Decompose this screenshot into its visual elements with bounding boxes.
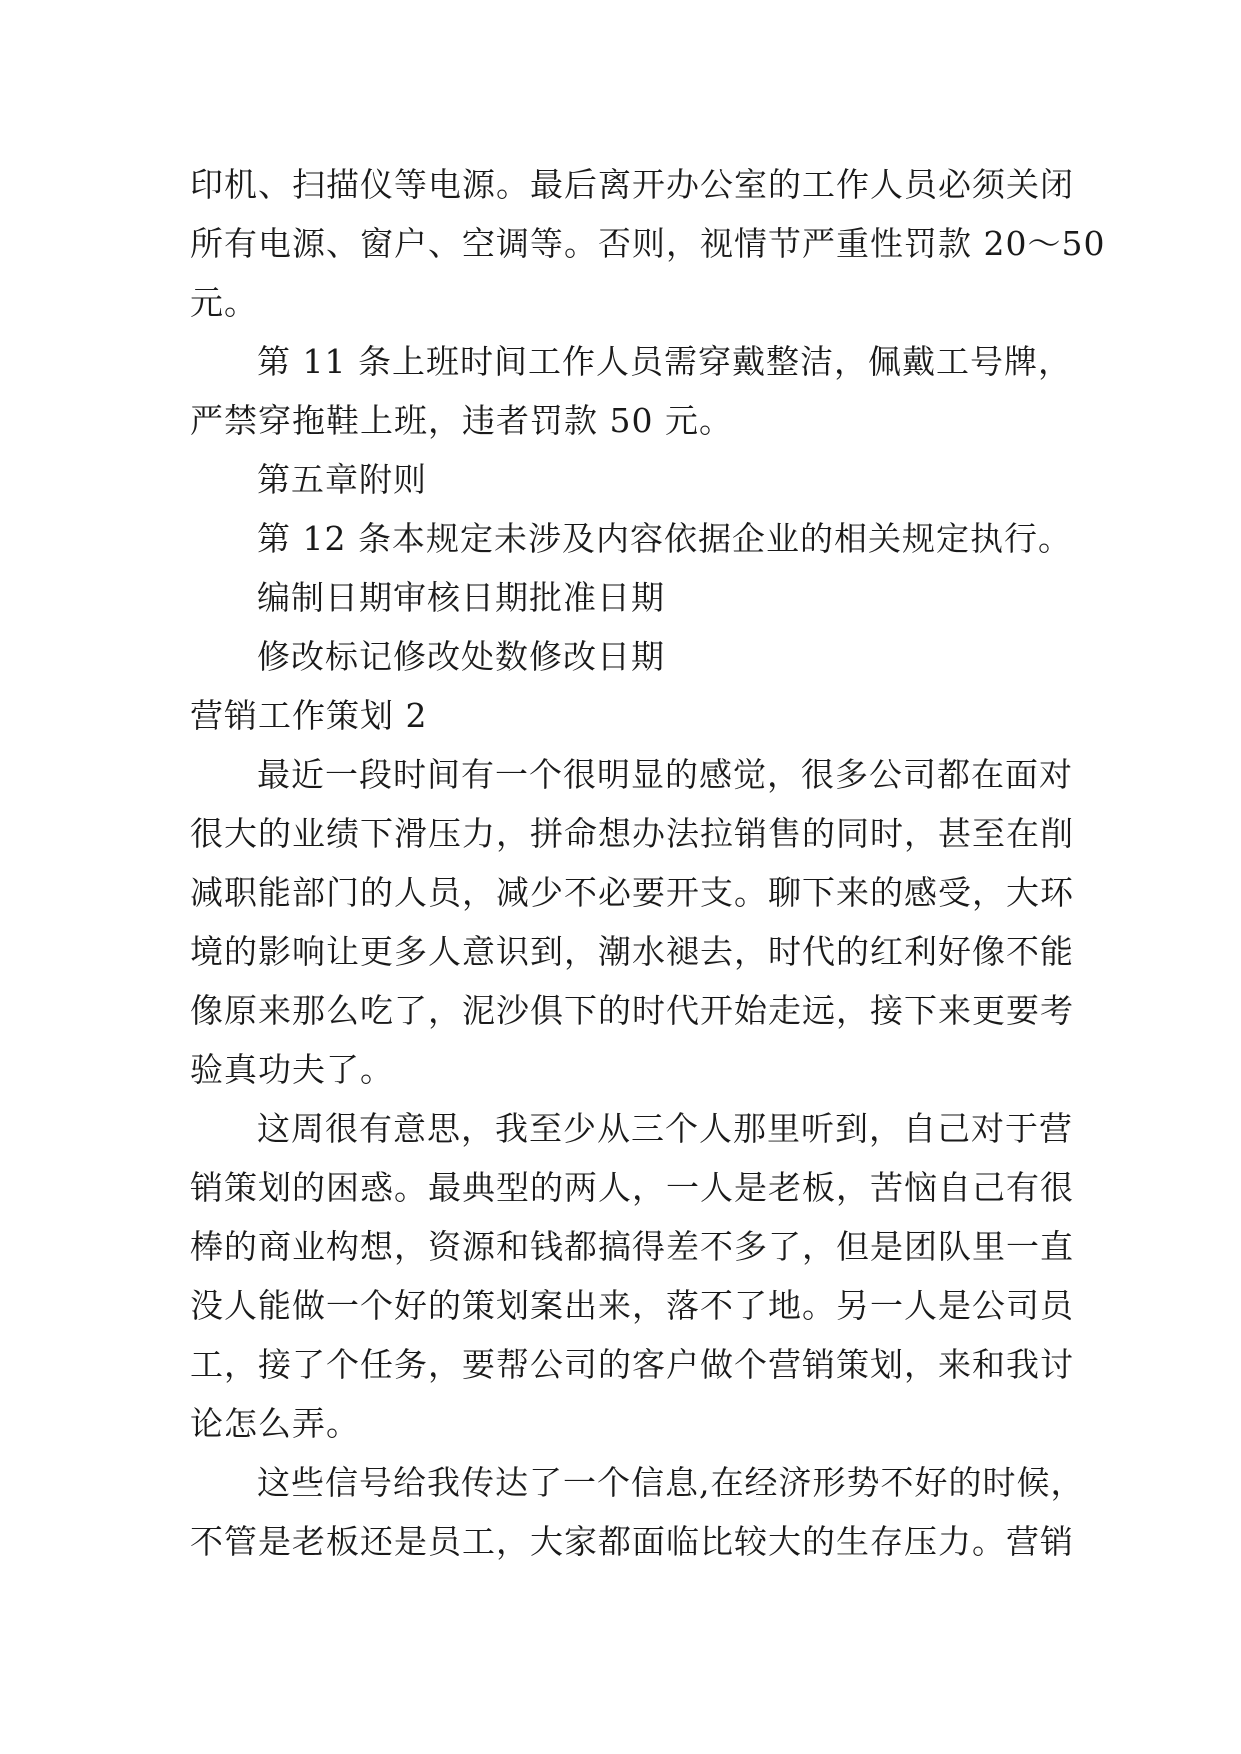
paragraph-line: 印机、扫描仪等电源。最后离开办公室的工作人员必须关闭 xyxy=(190,165,1074,204)
chapter-heading: 第五章附则 xyxy=(257,460,427,499)
section-title: 营销工作策划 2 xyxy=(190,696,428,735)
revision-marks-line: 修改标记修改处数修改日期 xyxy=(257,637,665,676)
paragraph-line: 这些信号给我传达了一个信息,在经济形势不好的时候， xyxy=(257,1463,1085,1502)
paragraph-line: 很大的业绩下滑压力，拼命想办法拉销售的同时，甚至在削 xyxy=(190,814,1074,853)
paragraph-line: 所有电源、窗户、空调等。否则，视情节严重性罚款 20～50 xyxy=(190,224,1106,263)
paragraph-line: 像原来那么吃了，泥沙俱下的时代开始走远，接下来更要考 xyxy=(190,991,1074,1030)
paragraph-line: 第 12 条本规定未涉及内容依据企业的相关规定执行。 xyxy=(257,519,1072,558)
paragraph-line: 这周很有意思，我至少从三个人那里听到，自己对于营 xyxy=(257,1109,1073,1148)
approval-dates-line: 编制日期审核日期批准日期 xyxy=(257,578,665,617)
paragraph-line: 元。 xyxy=(190,283,258,322)
paragraph-line: 工，接了个任务，要帮公司的客户做个营销策划，来和我讨 xyxy=(190,1345,1074,1384)
paragraph-line: 不管是老板还是员工，大家都面临比较大的生存压力。营销 xyxy=(190,1522,1074,1561)
paragraph-line: 棒的商业构想，资源和钱都搞得差不多了，但是团队里一直 xyxy=(190,1227,1074,1266)
paragraph-line: 论怎么弄。 xyxy=(190,1404,360,1443)
paragraph-line: 第 11 条上班时间工作人员需穿戴整洁，佩戴工号牌， xyxy=(257,342,1072,381)
paragraph-line: 最近一段时间有一个很明显的感觉，很多公司都在面对 xyxy=(257,755,1073,794)
paragraph-line: 减职能部门的人员，减少不必要开支。聊下来的感受，大环 xyxy=(190,873,1074,912)
paragraph-line: 没人能做一个好的策划案出来，落不了地。另一人是公司员 xyxy=(190,1286,1074,1325)
paragraph-line: 销策划的困惑。最典型的两人，一人是老板，苦恼自己有很 xyxy=(190,1168,1074,1207)
paragraph-line: 严禁穿拖鞋上班，违者罚款 50 元。 xyxy=(190,401,733,440)
paragraph-line: 境的影响让更多人意识到，潮水褪去，时代的红利好像不能 xyxy=(190,932,1074,971)
paragraph-line: 验真功夫了。 xyxy=(190,1050,394,1089)
